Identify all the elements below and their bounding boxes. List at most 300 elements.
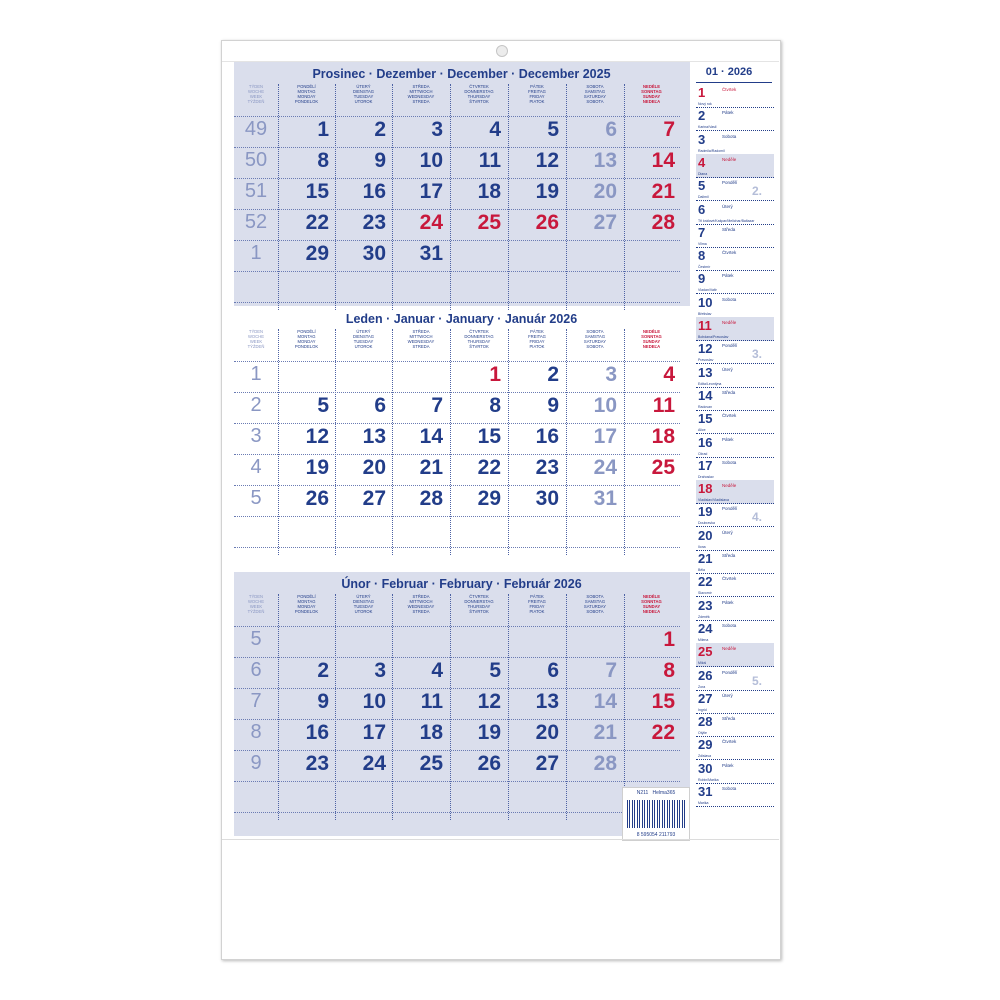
day-number[interactable]: 12 xyxy=(477,690,501,713)
row-divider xyxy=(234,271,680,272)
day-number[interactable]: 29 xyxy=(477,487,501,510)
sidebar-week-number: 4. xyxy=(752,510,763,525)
weekday-header-line: PONDĚLÍ xyxy=(297,594,316,599)
sidebar-name-day: Čestmír xyxy=(698,265,711,270)
day-number[interactable]: 2 xyxy=(374,118,386,141)
day-number[interactable]: 27 xyxy=(535,752,559,775)
weekday-header xyxy=(335,84,392,104)
sidebar-name-day: Vilma xyxy=(698,241,707,246)
day-number[interactable]: 8 xyxy=(663,659,675,682)
sidebar-day-number: 29 xyxy=(698,737,713,753)
sidebar-weekday: Středa xyxy=(722,553,736,558)
weekday-header xyxy=(624,84,679,104)
sidebar-weekday: Pondělí xyxy=(722,343,738,349)
weekday-header-line: STŘEDA xyxy=(412,329,430,334)
weekday-header-line: MONDAY xyxy=(297,604,316,609)
sidebar-day-number: 6 xyxy=(698,201,706,217)
weekday-header-line: MITTWOCH xyxy=(409,89,433,94)
day-number[interactable]: 9 xyxy=(317,690,329,713)
week-number: 1 xyxy=(250,363,262,385)
weekday-header-line: WEEK xyxy=(249,339,263,344)
week-number: 51 xyxy=(244,180,268,202)
row-divider xyxy=(234,547,680,548)
day-number[interactable]: 23 xyxy=(305,752,329,775)
weekday-header-line: PÁTEK xyxy=(530,594,544,599)
sidebar-day-number: 31 xyxy=(698,784,713,799)
day-number[interactable]: 12 xyxy=(305,425,329,448)
weekday-header-line: ČTVRTEK xyxy=(469,329,489,334)
weekday-header-line: MONDAY xyxy=(297,94,316,99)
sidebar-day-row[interactable] xyxy=(696,131,774,155)
sidebar-weekday: Úterý xyxy=(722,366,733,372)
sidebar-day-row[interactable] xyxy=(696,270,774,294)
weekday-header-line: SOBOTA xyxy=(586,594,604,599)
weekday-header-line: PONDĚLÍ xyxy=(297,84,316,89)
sidebar-name-day: Marika xyxy=(698,801,709,805)
sidebar-weekday: Pátek xyxy=(722,110,734,116)
weekday-header-line: MONTAG xyxy=(297,599,316,604)
sidebar-day-number: 17 xyxy=(698,457,713,473)
weekday-header-line: FRIDAY xyxy=(529,94,545,99)
sidebar-weekday: Neděle xyxy=(722,156,737,162)
day-number[interactable]: 17 xyxy=(362,721,386,744)
sidebar-name-day: Alice xyxy=(698,428,706,433)
weekday-header-line: ÚTERÝ xyxy=(356,594,371,599)
row-divider xyxy=(234,719,680,720)
weekday-header xyxy=(234,84,278,104)
weekday-header-line: UTOROK xyxy=(354,609,373,614)
row-divider xyxy=(234,485,680,486)
day-number[interactable]: 5 xyxy=(317,394,329,417)
day-number[interactable]: 21 xyxy=(651,180,675,203)
day-number[interactable]: 19 xyxy=(305,456,329,479)
day-number[interactable]: 24 xyxy=(419,211,443,234)
day-number[interactable]: 15 xyxy=(651,690,675,713)
weekday-header-line: SONNTAG xyxy=(641,334,662,339)
weekday-header-line: PONDELOK xyxy=(294,344,319,349)
sidebar-day-row[interactable] xyxy=(696,434,774,458)
weekday-header-line: THURSDAY xyxy=(467,604,491,609)
sidebar-name-day: Zdislava xyxy=(698,754,712,759)
day-number[interactable]: 13 xyxy=(593,149,617,172)
week-number: 7 xyxy=(250,690,262,712)
sidebar-day-row[interactable] xyxy=(696,550,774,574)
weekday-header-line: PONDELOK xyxy=(294,99,319,104)
day-number[interactable]: 3 xyxy=(431,118,443,141)
day-number[interactable]: 15 xyxy=(477,425,501,448)
week-number: 9 xyxy=(250,752,262,774)
weekday-header-line: STŘEDA xyxy=(412,594,430,599)
sidebar-day-row[interactable] xyxy=(696,573,774,597)
day-number[interactable]: 3 xyxy=(605,363,617,386)
day-number[interactable]: 18 xyxy=(651,425,675,448)
day-number[interactable]: 17 xyxy=(419,180,443,203)
weekday-header-line: DONNERSTAG xyxy=(464,599,494,604)
day-number[interactable]: 31 xyxy=(419,242,443,265)
day-number[interactable]: 4 xyxy=(663,363,675,386)
sidebar-day-row[interactable] xyxy=(696,713,774,737)
sidebar-day-row[interactable] xyxy=(696,643,774,667)
weekday-header-line: WEDNESDAY xyxy=(407,339,435,344)
day-number[interactable]: 3 xyxy=(374,659,386,682)
day-number[interactable]: 26 xyxy=(305,487,329,510)
sidebar-day-row[interactable] xyxy=(696,667,774,691)
day-number[interactable]: 29 xyxy=(305,242,329,265)
day-number[interactable]: 13 xyxy=(535,690,559,713)
day-number[interactable]: 10 xyxy=(593,394,617,417)
sidebar-week-number: 5. xyxy=(752,673,763,688)
day-number[interactable]: 18 xyxy=(419,721,443,744)
day-number[interactable]: 19 xyxy=(535,180,559,203)
day-number[interactable]: 25 xyxy=(419,752,443,775)
day-number[interactable]: 30 xyxy=(362,242,386,265)
weekday-header-line: WEEK xyxy=(249,604,263,609)
weekday-header-line: STŘEDA xyxy=(412,84,430,89)
sidebar-weekday: Pátek xyxy=(722,599,734,605)
weekday-header-line: SAMSTAG xyxy=(584,599,606,604)
day-number[interactable]: 11 xyxy=(420,690,443,713)
weekday-header-line: STREDA xyxy=(412,99,430,104)
weekday-header xyxy=(450,84,508,104)
weekday-header-line: SUNDAY xyxy=(642,604,661,609)
sidebar-name-day: Radmila/Radomil xyxy=(698,148,725,153)
sidebar-day-number: 7 xyxy=(698,224,706,240)
weekday-header-line: SUNDAY xyxy=(642,94,661,99)
sidebar-weekday: Sobota xyxy=(722,622,737,628)
day-number[interactable]: 1 xyxy=(317,118,329,141)
day-number[interactable]: 4 xyxy=(489,118,501,141)
day-number[interactable]: 23 xyxy=(362,211,386,234)
week-number: 5 xyxy=(250,487,262,509)
day-number[interactable]: 24 xyxy=(593,456,617,479)
day-number[interactable]: 11 xyxy=(478,149,501,172)
day-number[interactable]: 16 xyxy=(535,425,559,448)
weekday-header-line: MITTWOCH xyxy=(409,334,433,339)
day-number[interactable]: 30 xyxy=(535,487,559,510)
weekday-header-line: WEEK xyxy=(249,94,263,99)
weekday-header-line: NEDĚLE xyxy=(643,329,660,334)
day-number[interactable]: 25 xyxy=(651,456,675,479)
weekday-header-line: SOBOTA xyxy=(586,99,604,104)
weekday-header xyxy=(392,594,450,614)
sidebar-day-number: 23 xyxy=(698,597,713,613)
sidebar-day-row[interactable] xyxy=(696,736,774,760)
weekday-header-line: SOBOTA xyxy=(586,329,604,334)
weekday-header-line: ČTVRTEK xyxy=(469,84,489,89)
weekday-header-line: MONTAG xyxy=(297,89,316,94)
sidebar-weekday: Čtvrtek xyxy=(722,250,737,256)
day-number[interactable]: 28 xyxy=(651,211,675,234)
row-divider xyxy=(234,626,680,627)
row-divider xyxy=(234,116,680,117)
weekday-header-line: TÝDEN xyxy=(248,329,264,334)
day-number[interactable]: 14 xyxy=(419,425,443,448)
day-number[interactable]: 20 xyxy=(593,180,617,203)
sidebar-day-number: 5 xyxy=(698,178,706,194)
day-number[interactable]: 10 xyxy=(362,690,386,713)
row-divider xyxy=(234,240,680,241)
day-number[interactable]: 21 xyxy=(593,721,617,744)
sidebar-day-number: 15 xyxy=(698,411,713,427)
sidebar-name-day: Miloš xyxy=(698,661,707,666)
sidebar-day-row[interactable] xyxy=(696,410,774,434)
day-number[interactable]: 21 xyxy=(419,456,443,479)
weekday-header-line: THURSDAY xyxy=(467,94,491,99)
weekday-header-line: TUESDAY xyxy=(353,94,374,99)
weekday-header-line: WOCHE xyxy=(247,89,265,94)
day-number[interactable]: 27 xyxy=(362,487,386,510)
day-number[interactable]: 31 xyxy=(593,487,617,510)
weekday-header-line: UTOROK xyxy=(354,344,373,349)
sidebar-day-number: 21 xyxy=(698,551,713,566)
weekday-header xyxy=(335,594,392,614)
sidebar-day-row[interactable] xyxy=(696,247,774,271)
sidebar-day-number: 12 xyxy=(698,341,713,357)
sidebar-name-day: Milena xyxy=(698,637,709,642)
weekday-header xyxy=(278,84,335,104)
day-number[interactable]: 1 xyxy=(663,628,675,651)
weekday-header-line: NEDĚLE xyxy=(643,84,660,89)
week-number: 6 xyxy=(250,659,262,681)
weekday-header-line: NEDEĽA xyxy=(642,609,661,614)
day-number[interactable]: 6 xyxy=(547,659,559,682)
day-number[interactable]: 4 xyxy=(431,659,443,682)
sidebar-day-row[interactable] xyxy=(696,340,774,364)
sidebar-weekday: Neděle xyxy=(722,646,737,652)
weekday-header-line: TÝŽDEŇ xyxy=(247,609,265,614)
weekday-header-line: FREITAG xyxy=(528,89,546,94)
sidebar-name-day: Robin/Marika xyxy=(698,777,719,782)
weekday-header-line: SOBOTA xyxy=(586,84,604,89)
day-number[interactable]: 7 xyxy=(663,118,675,141)
day-number[interactable]: 15 xyxy=(305,180,329,203)
day-number[interactable]: 2 xyxy=(317,659,329,682)
week-number: 2 xyxy=(250,394,262,416)
sidebar-day-number: 26 xyxy=(698,667,713,683)
weekday-header-line: ŠTVRTOK xyxy=(469,99,489,104)
day-number[interactable]: 14 xyxy=(593,690,617,713)
sidebar-weekday: Sobota xyxy=(722,459,737,465)
barcode-codes xyxy=(623,790,689,796)
sidebar-weekday: Čtvrtek xyxy=(722,413,737,419)
sidebar-day-row[interactable] xyxy=(696,364,774,388)
day-number[interactable]: 22 xyxy=(651,721,675,744)
sidebar-name-day: Tři králové/Kašpar/Melichar/Baltazar xyxy=(698,218,755,223)
weekday-header-line: SONNTAG xyxy=(641,599,662,604)
weekday-header-line: PIATOK xyxy=(529,99,545,104)
sidebar-weekday: Úterý xyxy=(722,203,733,209)
weekday-header xyxy=(450,594,508,614)
weekday-header-line: TÝDEN xyxy=(248,594,264,599)
month-title: Prosinec · Dezember · December · December 2025 xyxy=(312,67,611,81)
sidebar-name-day: Otýlie xyxy=(698,731,707,736)
weekday-header-line: ŠTVRTOK xyxy=(469,344,489,349)
row-divider xyxy=(234,454,680,455)
sidebar-name-day: Ingrid xyxy=(698,707,707,712)
sidebar-day-row[interactable] xyxy=(696,457,774,481)
day-number[interactable]: 7 xyxy=(605,659,617,682)
sidebar-day-number: 9 xyxy=(698,271,706,287)
sidebar-day-row[interactable] xyxy=(696,387,774,411)
day-number[interactable]: 6 xyxy=(605,118,617,141)
weekday-header-line: PONDĚLÍ xyxy=(297,329,316,334)
day-number[interactable]: 8 xyxy=(317,149,329,172)
day-number[interactable]: 26 xyxy=(477,752,501,775)
sidebar-name-day: Slavomír xyxy=(698,591,712,596)
week-number: 50 xyxy=(244,149,268,171)
day-number[interactable]: 13 xyxy=(362,425,386,448)
sidebar-day-number: 25 xyxy=(698,644,713,660)
weekday-header-line: UTOROK xyxy=(354,99,373,104)
sidebar-name-day: Vladan/Valtr xyxy=(698,288,717,293)
weekday-header-line: TUESDAY xyxy=(353,339,374,344)
weekday-header-line: WEDNESDAY xyxy=(407,604,435,609)
sidebar-weekday: Neděle xyxy=(722,320,737,325)
week-number: 5 xyxy=(250,628,262,650)
sidebar-name-day: Doubravka xyxy=(698,521,715,526)
row-divider xyxy=(234,781,680,782)
day-number[interactable]: 22 xyxy=(477,456,501,479)
weekday-header xyxy=(508,84,566,104)
day-number[interactable]: 8 xyxy=(489,394,501,417)
day-number[interactable]: 9 xyxy=(374,149,386,172)
ean-number: 8 595054 211793 xyxy=(636,832,676,838)
day-number[interactable]: 19 xyxy=(477,721,501,744)
month-block xyxy=(234,307,690,572)
sidebar-name-day: Ilona xyxy=(698,544,706,549)
week-number: 52 xyxy=(244,211,268,233)
day-number[interactable]: 9 xyxy=(547,394,559,417)
day-number[interactable]: 2 xyxy=(547,363,559,386)
sidebar-name-day: Břetislav xyxy=(698,311,712,316)
day-number[interactable]: 11 xyxy=(652,394,675,417)
day-number[interactable]: 12 xyxy=(535,149,559,172)
sidebar-day-number: 19 xyxy=(698,504,713,520)
day-number[interactable]: 5 xyxy=(489,659,501,682)
day-number[interactable]: 7 xyxy=(431,394,443,417)
sidebar-day-row[interactable] xyxy=(696,224,774,248)
weekday-header-line: SATURDAY xyxy=(583,604,607,609)
day-number[interactable]: 16 xyxy=(362,180,386,203)
sidebar-day-row[interactable] xyxy=(696,201,774,225)
day-number[interactable]: 28 xyxy=(593,752,617,775)
day-number[interactable]: 23 xyxy=(535,456,559,479)
week-number: 8 xyxy=(250,721,262,743)
sidebar-day-number: 8 xyxy=(698,248,706,264)
weekday-header-line: SATURDAY xyxy=(583,94,607,99)
day-number[interactable]: 5 xyxy=(547,118,559,141)
sidebar-day-number: 1 xyxy=(698,85,706,100)
day-number[interactable]: 14 xyxy=(651,149,675,172)
weekday-header-line: WEDNESDAY xyxy=(407,94,435,99)
weekday-header-line: WOCHE xyxy=(247,599,265,604)
day-number[interactable]: 27 xyxy=(593,211,617,234)
day-sidebar xyxy=(690,62,780,840)
day-number[interactable]: 1 xyxy=(489,363,501,386)
sidebar-day-row[interactable] xyxy=(696,527,774,551)
sidebar-weekday: Pondělí xyxy=(722,180,738,186)
sidebar-weekday: Neděle xyxy=(722,483,737,489)
day-number[interactable]: 20 xyxy=(535,721,559,744)
sidebar-day-row[interactable] xyxy=(696,480,774,504)
sidebar-day-row[interactable] xyxy=(696,620,774,644)
sidebar-day-row[interactable] xyxy=(696,690,774,714)
weekday-header xyxy=(234,594,278,614)
barcode-label xyxy=(622,787,690,841)
sidebar-weekday: Pátek xyxy=(722,762,734,768)
sidebar-day-row[interactable] xyxy=(696,84,774,108)
weekday-header-line: TÝŽDEŇ xyxy=(247,344,265,349)
sidebar-day-row[interactable] xyxy=(696,107,774,131)
sidebar-day-number: 10 xyxy=(698,294,713,310)
weekday-header xyxy=(566,84,624,104)
sidebar-day-row[interactable] xyxy=(696,294,774,318)
weekday-header xyxy=(234,329,278,349)
weekday-header xyxy=(566,594,624,614)
weekday-header-line: ČTVRTEK xyxy=(469,594,489,599)
hanging-hole xyxy=(496,45,508,57)
weekday-header-line: SOBOTA xyxy=(586,344,604,349)
day-number[interactable]: 6 xyxy=(374,394,386,417)
sidebar-day-row[interactable] xyxy=(696,154,774,178)
row-divider xyxy=(234,209,680,210)
day-number[interactable]: 24 xyxy=(362,752,386,775)
weekday-header-line: SAMSTAG xyxy=(584,334,606,339)
sidebar-day-number: 28 xyxy=(698,714,713,730)
sidebar-day-row[interactable] xyxy=(696,503,774,527)
day-number[interactable]: 18 xyxy=(477,180,501,203)
barcode-bars xyxy=(627,800,685,828)
sidebar-name-day: Zdeněk xyxy=(698,614,710,619)
sidebar-name-day: Pravoslav xyxy=(698,358,714,363)
day-number[interactable]: 28 xyxy=(419,487,443,510)
weekday-header xyxy=(508,329,566,349)
day-number[interactable]: 20 xyxy=(362,456,386,479)
sidebar-title-rule xyxy=(696,82,772,83)
weekday-header-line: THURSDAY xyxy=(467,339,491,344)
sidebar-day-row[interactable] xyxy=(696,597,774,621)
day-number[interactable]: 16 xyxy=(305,721,329,744)
day-number[interactable]: 26 xyxy=(535,211,559,234)
sidebar-day-number: 16 xyxy=(698,434,713,450)
row-divider xyxy=(234,516,680,517)
sidebar-day-number: 2 xyxy=(698,108,706,124)
row-divider xyxy=(234,361,680,362)
sidebar-weekday: Sobota xyxy=(722,296,737,302)
day-number[interactable]: 10 xyxy=(419,149,443,172)
weekday-header-line: TUESDAY xyxy=(353,604,374,609)
day-number[interactable]: 22 xyxy=(305,211,329,234)
sidebar-day-row[interactable] xyxy=(696,760,774,784)
sidebar-weekday: Pátek xyxy=(722,436,734,442)
day-number[interactable]: 25 xyxy=(477,211,501,234)
sidebar-title: 01 · 2026 xyxy=(705,66,753,78)
wall-calendar-sheet xyxy=(221,40,781,960)
weekday-header xyxy=(278,594,335,614)
sidebar-day-row[interactable] xyxy=(696,177,774,201)
weekday-header-line: MONTAG xyxy=(297,334,316,339)
sidebar-name-day: Vladislav/Vladislava xyxy=(698,498,729,503)
week-number: 4 xyxy=(250,456,262,478)
weekday-header-line: ÚTERÝ xyxy=(356,329,371,334)
row-divider xyxy=(234,392,680,393)
sidebar-day-row[interactable] xyxy=(696,317,774,341)
weekday-header-line: FREITAG xyxy=(528,599,546,604)
week-number: 1 xyxy=(250,242,262,264)
sidebar-day-row[interactable] xyxy=(696,783,774,807)
day-number[interactable]: 17 xyxy=(593,425,617,448)
weekday-header-line: NEDEĽA xyxy=(642,99,661,104)
